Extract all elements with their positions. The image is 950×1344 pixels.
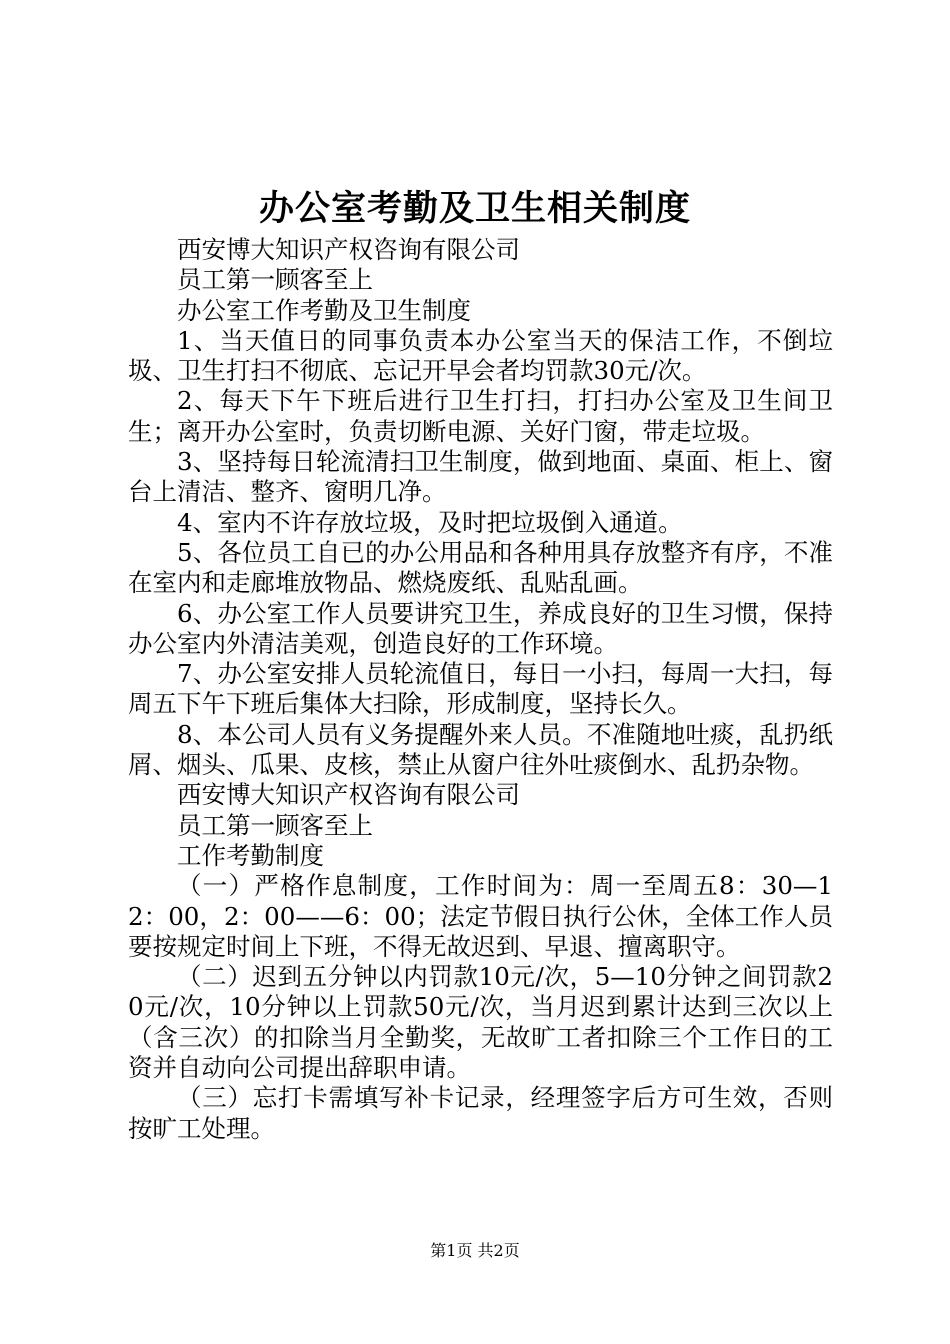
motto: 员工第一顾客至上	[177, 265, 373, 295]
section-heading: 工作考勤制度	[177, 840, 324, 870]
rule-paragraph: 5、各位员工自已的办公用品和各种用具存放整齐有序，不准在室内和走廊堆放物品、燃烧废纸、乱贴乱画。	[128, 537, 833, 598]
document-title: 办公室考勤及卫生相关制度	[258, 188, 691, 229]
company-name: 西安博大知识产权咨询有限公司	[177, 780, 520, 810]
rule-paragraph: 4、室内不许存放垃圾，及时把垃圾倒入通道。	[177, 507, 683, 537]
rule-paragraph: 8、本公司人员有义务提醒外来人员。不准随地吐痰，乱扔纸屑、烟头、瓜果、皮核，禁止从窗户往外吐痰倒水、乱扔杂物。	[128, 719, 833, 780]
rule-paragraph: 3、坚持每日轮流清扫卫生制度，做到地面、桌面、柜上、窗台上清洁、整齐、窗明几净。	[128, 447, 833, 507]
rule-paragraph: 7、办公室安排人员轮流值日，每日一小扫，每周一大扫，每周五下午下班后集体大扫除，形成制度，坚持长久。	[128, 659, 833, 719]
rule-paragraph: 2、每天下午下班后进行卫生打扫，打扫办公室及卫生间卫生；离开办公室时，负责切断电源、关好门窗，带走垃圾。	[128, 386, 833, 446]
page-footer: 第1页 共2页	[430, 1241, 520, 1260]
rule-paragraph: 1、当天值日的同事负责本办公室当天的保洁工作，不倒垃圾、卫生打扫不彻底、忘记开早会者均罚款30元/次。	[128, 325, 833, 386]
rule-paragraph: （二）迟到五分钟以内罚款10元/次，5—10分钟之间罚款20元/次，10分钟以上罚款50元/次，当月迟到累计达到三次以上（含三次）的扣除当月全勤奖，无故旷工者扣除三个工作日的工资并自动向公司提出辞职申请。	[128, 962, 833, 1083]
rule-paragraph: （三）忘打卡需填写补卡记录，经理签字后方可生效，否则按旷工处理。	[128, 1083, 833, 1143]
document-body	[128, 235, 833, 1144]
motto: 员工第一顾客至上	[177, 810, 373, 840]
rule-paragraph: （一）严格作息制度，工作时间为：周一至周五8：30—12：00，2：00——6：00；法定节假日执行公休，全体工作人员要按规定时间上下班，不得无故迟到、早退、擅离职守。	[128, 871, 833, 961]
rule-paragraph: 6、办公室工作人员要讲究卫生，养成良好的卫生习惯，保持办公室内外清洁美观，创造良好的工作环境。	[128, 598, 833, 658]
company-name: 西安博大知识产权咨询有限公司	[177, 235, 520, 264]
section-heading: 办公室工作考勤及卫生制度	[177, 295, 471, 325]
